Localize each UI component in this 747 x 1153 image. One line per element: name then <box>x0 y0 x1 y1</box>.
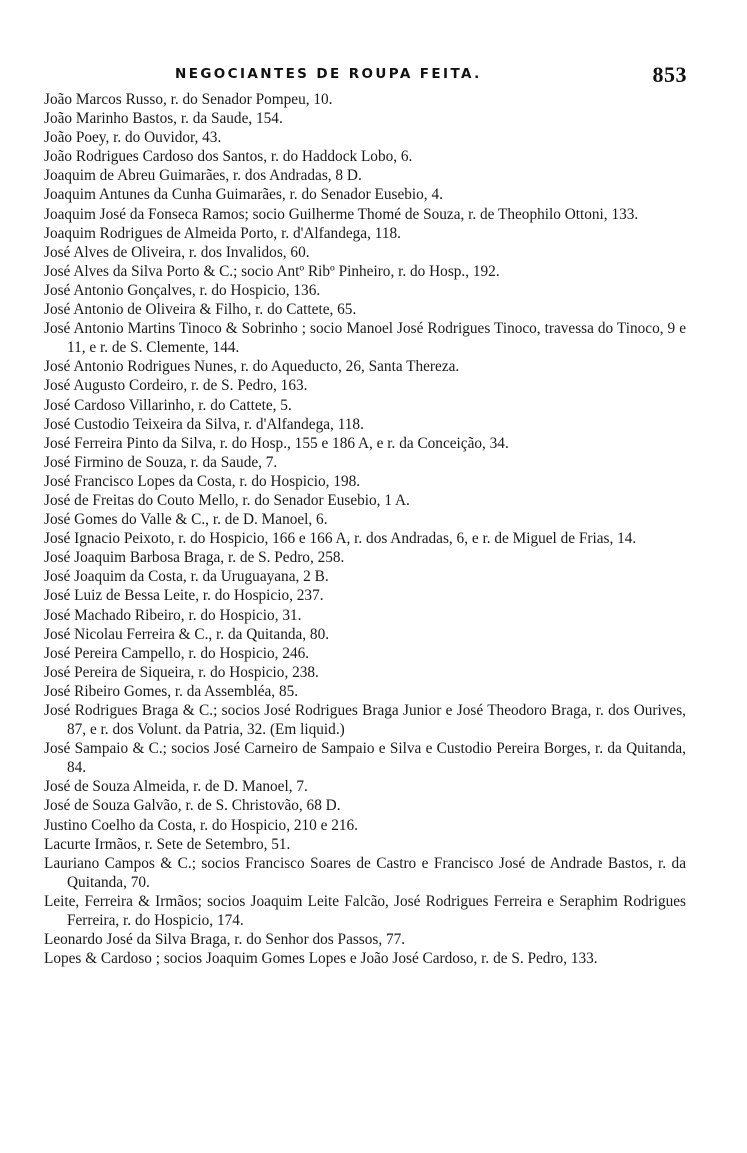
page-header <box>0 62 747 90</box>
list-item: José Machado Ribeiro, r. do Hospicio, 31. <box>44 606 302 624</box>
list-item: Joaquim Antunes da Cunha Guimarães, r. do Senador Eusebio, 4. <box>44 186 443 204</box>
list-item: Lacurte Irmãos, r. Sete de Setembro, 51. <box>44 835 291 853</box>
list-item: Lopes & Cardoso ; socios Joaquim Gomes Lopes e João José Cardoso, r. de S. Pedro, 133. <box>44 950 598 968</box>
list-item: José de Souza Galvão, r. de S. Christovão, 68 D. <box>44 797 341 815</box>
list-item: José de Souza Almeida, r. de D. Manoel, 7. <box>44 778 308 796</box>
list-item: José Alves de Oliveira, r. dos Invalidos, 60. <box>44 243 310 261</box>
list-item: José Custodio Teixeira da Silva, r. d'Alfandega, 118. <box>44 415 364 433</box>
list-item: José Ignacio Peixoto, r. do Hospicio, 166 e 166 A, r. dos Andradas, 6, e r. de Miguel de Frias, 14. <box>44 530 637 548</box>
merchant-list <box>44 90 686 968</box>
list-item: José Luiz de Bessa Leite, r. do Hospicio, 237. <box>44 587 324 605</box>
list-item: José de Freitas do Couto Mello, r. do Senador Eusebio, 1 A. <box>44 491 410 509</box>
list-item: João Marcos Russo, r. do Senador Pompeu, 10. <box>44 91 333 108</box>
list-item: José Gomes do Valle & C., r. de D. Manoel, 6. <box>44 511 328 529</box>
list-item: José Francisco Lopes da Costa, r. do Hospicio, 198. <box>44 472 361 490</box>
list-item: José Pereira de Siqueira, r. do Hospicio, 238. <box>44 663 319 681</box>
list-item: Joaquim José da Fonseca Ramos; socio Guilherme Thomé de Souza, r. de Theophilo Ottoni, 133. <box>44 205 639 223</box>
list-item: José Firmino de Souza, r. da Saude, 7. <box>44 453 278 471</box>
list-item: José Cardoso Villarinho, r. do Cattete, 5. <box>44 396 292 414</box>
list-item: José Antonio Rodrigues Nunes, r. do Aqueducto, 26, Santa Thereza. <box>44 358 460 376</box>
list-item: José Rodrigues Braga & C.; socios José Rodrigues Braga Junior e José Theodoro Braga, r. dos Ourives, 87, e r. dos Volunt. da Patria, 32. (Em liquid.) <box>44 702 686 739</box>
list-item: Leite, Ferreira & Irmãos; socios Joaquim Leite Falcão, José Rodrigues Ferreira e Seraphim Rodrigues Ferreira, r. do Hospicio, 174. <box>44 892 686 930</box>
list-item: José Augusto Cordeiro, r. de S. Pedro, 163. <box>44 377 308 395</box>
list-item: José Antonio de Oliveira & Filho, r. do Cattete, 65. <box>44 301 357 319</box>
list-item: Justino Coelho da Costa, r. do Hospicio, 210 e 216. <box>44 816 358 834</box>
list-item: Lauriano Campos & C.; socios Francisco Soares de Castro e Francisco José de Andrade Bastos, r. da Quitanda, 70. <box>44 854 686 891</box>
list-item: João Marinho Bastos, r. da Saude, 154. <box>44 110 283 128</box>
list-item: José Antonio Martins Tinoco & Sobrinho ; socio Manoel José Rodrigues Tinoco, travessa do Tinoco, 9 e 11, e r. de S. Clemente, 144. <box>44 320 686 357</box>
list-item: José Pereira Campello, r. do Hospicio, 246. <box>44 644 310 662</box>
list-item: José Ribeiro Gomes, r. da Assembléa, 85. <box>44 682 299 700</box>
list-item: João Rodrigues Cardoso dos Santos, r. do Haddock Lobo, 6. <box>44 148 413 166</box>
running-title: NEGOCIANTES DE ROUPA FEITA. <box>175 66 482 82</box>
list-item: Leonardo José da Silva Braga, r. do Senhor dos Passos, 77. <box>44 931 406 949</box>
page-number: 853 <box>652 62 687 87</box>
list-item: José Joaquim Barbosa Braga, r. de S. Pedro, 258. <box>44 549 345 567</box>
list-item: Joaquim Rodrigues de Almeida Porto, r. d'Alfandega, 118. <box>44 224 401 242</box>
list-item: João Poey, r. do Ouvidor, 43. <box>44 129 222 147</box>
list-item: José Sampaio & C.; socios José Carneiro de Sampaio e Silva e Custodio Pereira Borges, r. da Quitanda, 84. <box>44 740 686 777</box>
list-item: José Nicolau Ferreira & C., r. da Quitanda, 80. <box>44 625 330 643</box>
list-item: José Alves da Silva Porto & C.; socio Antº Ribº Pinheiro, r. do Hosp., 192. <box>44 262 500 280</box>
list-item: José Ferreira Pinto da Silva, r. do Hosp., 155 e 186 A, e r. da Conceição, 34. <box>44 434 509 452</box>
list-item: Joaquim de Abreu Guimarães, r. dos Andradas, 8 D. <box>44 167 362 185</box>
list-item: José Antonio Gonçalves, r. do Hospicio, 136. <box>44 281 321 299</box>
list-item: José Joaquim da Costa, r. da Uruguayana, 2 B. <box>44 568 329 586</box>
